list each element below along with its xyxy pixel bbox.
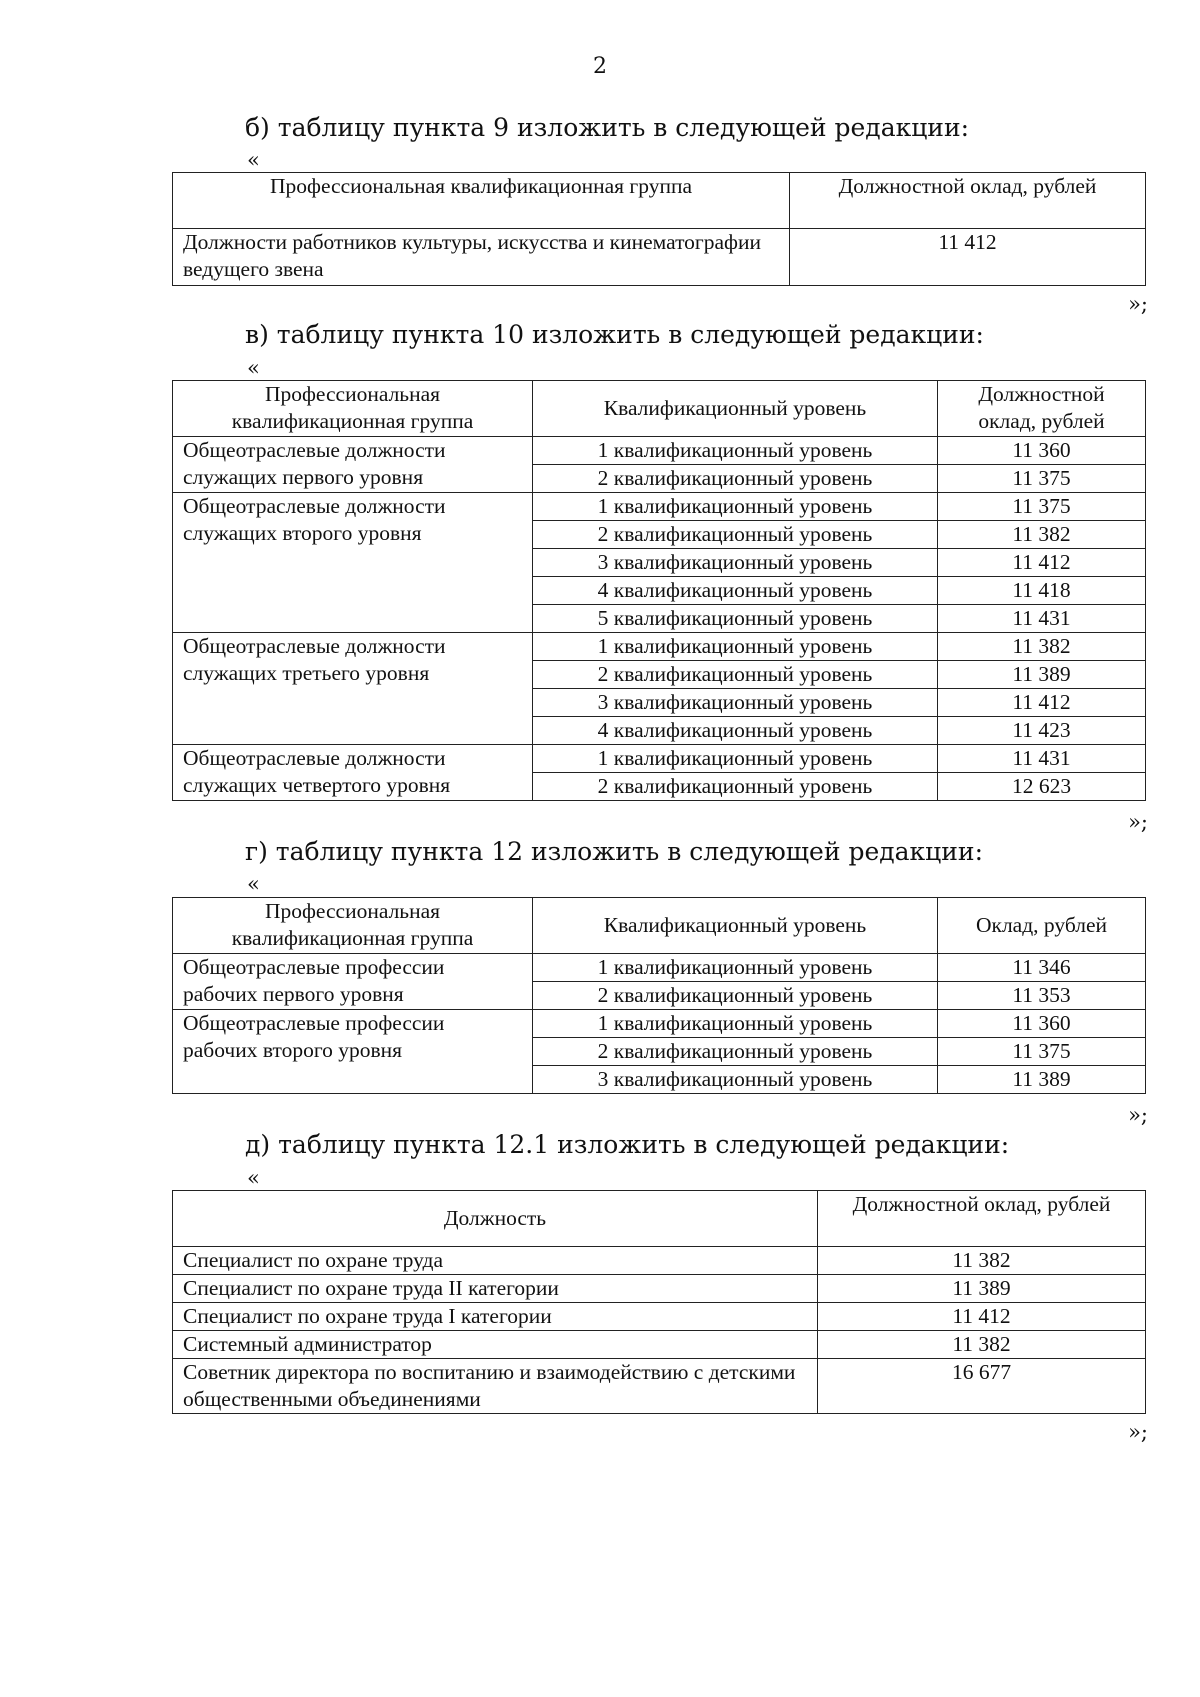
cell-salary: 11 382 <box>938 633 1146 661</box>
cell-salary: 11 389 <box>938 661 1146 689</box>
cell-salary: 11 360 <box>938 1010 1146 1038</box>
section-v-open-quote: « <box>247 356 260 380</box>
table-row <box>173 954 1146 982</box>
header-group: Профессиональная квалификационная группа <box>173 898 533 954</box>
cell-salary: 11 375 <box>938 1038 1146 1066</box>
section-d-close-quote: »; <box>1128 1420 1148 1444</box>
cell-level: 2 квалификационный уровень <box>533 1038 938 1066</box>
section-v-heading: в) таблицу пункта 10 изложить в следующей редакции: <box>245 320 984 349</box>
cell-group: Общеотраслевые должности служащих первого уровня <box>173 437 533 493</box>
cell-level: 2 квалификационный уровень <box>533 773 938 801</box>
cell-salary: 11 412 <box>938 689 1146 717</box>
table-section-v <box>172 380 1146 801</box>
table-row <box>173 633 1146 661</box>
cell-salary: 11 418 <box>938 577 1146 605</box>
cell-salary: 11 382 <box>818 1331 1146 1359</box>
cell-group: Общеотраслевые должности служащих второго уровня <box>173 493 533 633</box>
cell-group: Общеотраслевые профессии рабочих первого уровня <box>173 954 533 1010</box>
table-row <box>173 229 1146 286</box>
cell-position: Советник директора по воспитанию и взаимодействию с детскими общественными объединениями <box>173 1359 818 1414</box>
cell-level: 1 квалификационный уровень <box>533 493 938 521</box>
cell-salary: 11 346 <box>938 954 1146 982</box>
table-section-d <box>172 1190 1146 1414</box>
cell-salary: 16 677 <box>818 1359 1146 1414</box>
cell-salary: 11 412 <box>818 1303 1146 1331</box>
table-section-b <box>172 172 1146 286</box>
header-position: Должность <box>173 1191 818 1247</box>
cell-level: 1 квалификационный уровень <box>533 633 938 661</box>
cell-salary: 11 375 <box>938 493 1146 521</box>
cell-position: Специалист по охране труда I категории <box>173 1303 818 1331</box>
section-g-open-quote: « <box>247 872 260 896</box>
section-g-close-quote: »; <box>1128 1103 1148 1127</box>
cell-level: 2 квалификационный уровень <box>533 521 938 549</box>
header-level: Квалификационный уровень <box>533 381 938 437</box>
section-g-heading: г) таблицу пункта 12 изложить в следующей редакции: <box>245 837 984 866</box>
cell-salary: 11 360 <box>938 437 1146 465</box>
table-row <box>173 1331 1146 1359</box>
header-level: Квалификационный уровень <box>533 898 938 954</box>
table-row <box>173 493 1146 521</box>
header-salary: Должностной оклад, рублей <box>790 173 1146 229</box>
table-header-row <box>173 381 1146 437</box>
section-b-heading: б) таблицу пункта 9 изложить в следующей редакции: <box>245 113 970 142</box>
table-row <box>173 1303 1146 1331</box>
cell-level: 1 квалификационный уровень <box>533 1010 938 1038</box>
cell-salary: 11 431 <box>938 605 1146 633</box>
cell-level: 1 квалификационный уровень <box>533 437 938 465</box>
cell-salary: 11 382 <box>938 521 1146 549</box>
cell-group: Общеотраслевые должности служащих четвертого уровня <box>173 745 533 801</box>
cell-level: 3 квалификационный уровень <box>533 1066 938 1094</box>
page-number: 2 <box>593 54 607 79</box>
cell-salary: 12 623 <box>938 773 1146 801</box>
section-b-open-quote: « <box>247 148 260 172</box>
section-v-close-quote: »; <box>1128 810 1148 834</box>
table-row <box>173 1275 1146 1303</box>
table-row <box>173 745 1146 773</box>
cell-group: Общеотраслевые должности служащих третьего уровня <box>173 633 533 745</box>
table-header-row <box>173 173 1146 229</box>
header-salary: Должностной оклад, рублей <box>818 1191 1146 1247</box>
cell-salary: 11 375 <box>938 465 1146 493</box>
cell-level: 4 квалификационный уровень <box>533 577 938 605</box>
cell-level: 5 квалификационный уровень <box>533 605 938 633</box>
cell-salary: 11 412 <box>790 229 1146 286</box>
section-b-close-quote: »; <box>1128 292 1148 316</box>
header-salary: Оклад, рублей <box>938 898 1146 954</box>
cell-level: 3 квалификационный уровень <box>533 689 938 717</box>
section-d-open-quote: « <box>247 1166 260 1190</box>
cell-salary: 11 353 <box>938 982 1146 1010</box>
section-d-heading: д) таблицу пункта 12.1 изложить в следующей редакции: <box>245 1130 1010 1159</box>
cell-group: Должности работников культуры, искусства и кинематографии ведущего звена <box>173 229 790 286</box>
cell-level: 4 квалификационный уровень <box>533 717 938 745</box>
cell-level: 3 квалификационный уровень <box>533 549 938 577</box>
cell-salary: 11 389 <box>938 1066 1146 1094</box>
table-header-row <box>173 898 1146 954</box>
cell-group: Общеотраслевые профессии рабочих второго уровня <box>173 1010 533 1094</box>
cell-salary: 11 412 <box>938 549 1146 577</box>
cell-position: Системный администратор <box>173 1331 818 1359</box>
table-row <box>173 1359 1146 1414</box>
table-row <box>173 1010 1146 1038</box>
cell-position: Специалист по охране труда II категории <box>173 1275 818 1303</box>
header-salary: Должностной оклад, рублей <box>938 381 1146 437</box>
cell-level: 1 квалификационный уровень <box>533 745 938 773</box>
cell-position: Специалист по охране труда <box>173 1247 818 1275</box>
table-row <box>173 1247 1146 1275</box>
cell-level: 1 квалификационный уровень <box>533 954 938 982</box>
cell-salary: 11 423 <box>938 717 1146 745</box>
table-header-row <box>173 1191 1146 1247</box>
cell-level: 2 квалификационный уровень <box>533 661 938 689</box>
cell-level: 2 квалификационный уровень <box>533 982 938 1010</box>
header-group: Профессиональная квалификационная группа <box>173 173 790 229</box>
cell-level: 2 квалификационный уровень <box>533 465 938 493</box>
cell-salary: 11 382 <box>818 1247 1146 1275</box>
header-group: Профессиональная квалификационная группа <box>173 381 533 437</box>
table-section-g <box>172 897 1146 1094</box>
cell-salary: 11 431 <box>938 745 1146 773</box>
cell-salary: 11 389 <box>818 1275 1146 1303</box>
table-row <box>173 437 1146 465</box>
